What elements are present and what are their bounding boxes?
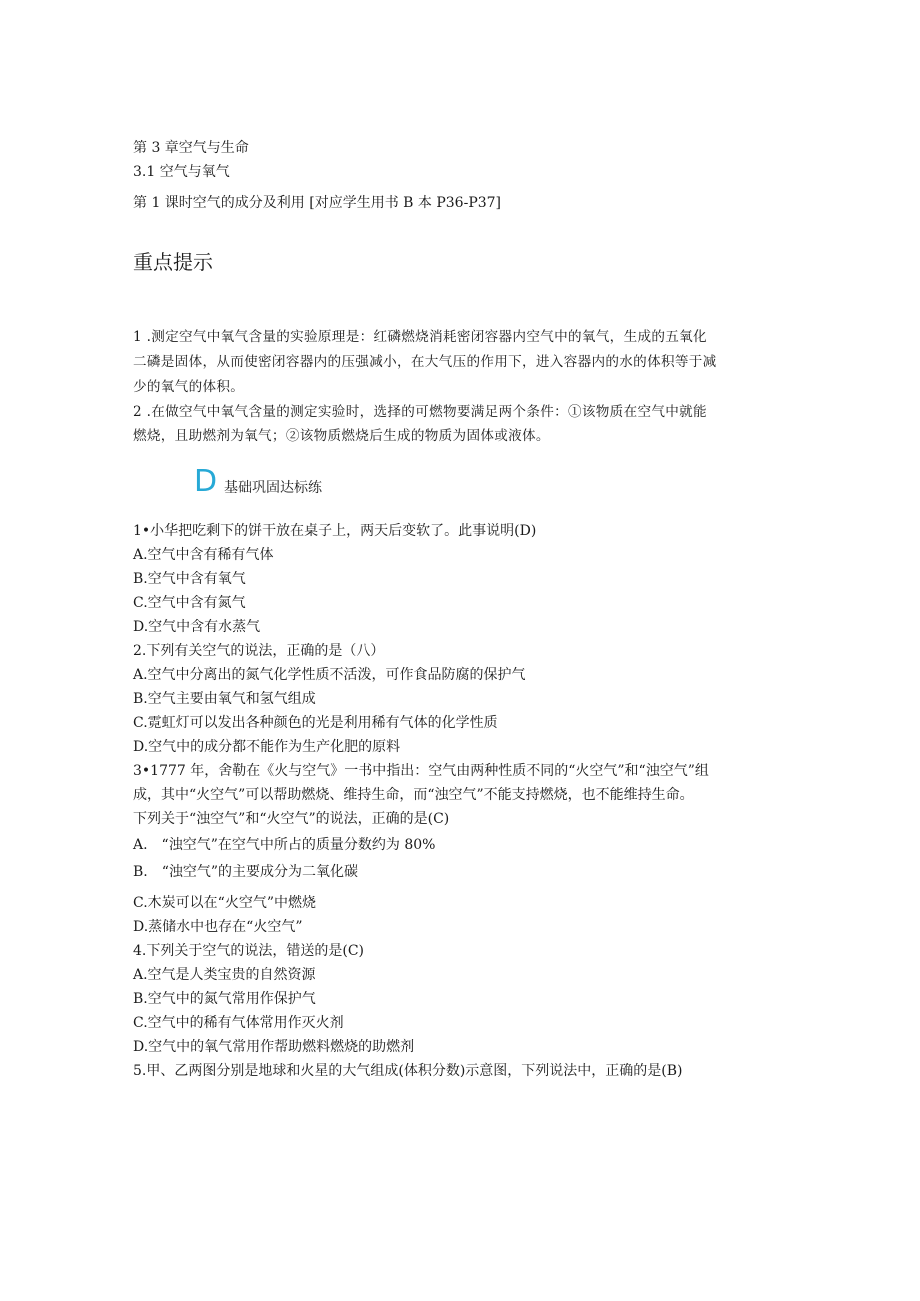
- question-1-option-a: A.空气中含有稀有气体: [133, 547, 274, 563]
- question-2-stem: 2.下列有关空气的说法，正确的是（八）: [133, 643, 385, 659]
- question-1-option-d: D.空气中含有水蒸气: [133, 619, 261, 635]
- question-1-stem: 1•小华把吃剩下的饼干放在桌子上，两天后变软了。此事说明(D): [133, 523, 537, 539]
- question-1-option-c: C.空气中含有氮气: [133, 595, 246, 611]
- question-2-option-b: B.空气主要由氧气和氢气组成: [133, 691, 316, 707]
- section-title: 3.1 空气与氧气: [133, 164, 230, 180]
- key-points-heading: 重点提示: [133, 250, 213, 274]
- question-4-option-b: B.空气中的氮气常用作保护气: [133, 991, 316, 1007]
- question-3-option-a: A. “浊空气”在空气中所占的质量分数约为 80%: [133, 837, 436, 853]
- question-2-option-c: C.霓虹灯可以发出各种颜色的光是利用稀有气体的化学性质: [133, 715, 498, 731]
- chapter-title: 第 3 章空气与生命: [133, 140, 249, 156]
- question-1-option-b: B.空气中含有氧气: [133, 571, 246, 587]
- question-3-stem-line-2: 成，其中“火空气”可以帮助燃烧、维持生命，而“浊空气”不能支持燃烧，也不能维持生命。: [133, 787, 694, 803]
- question-5-stem: 5.甲、乙两图分别是地球和火星的大气组成(体积分数)示意图，下列说法中，正确的是(B): [133, 1063, 683, 1079]
- question-4-option-c: C.空气中的稀有气体常用作灭火剂: [133, 1015, 344, 1031]
- key-point-1-line-2: 二磷是固体，从而使密闭容器内的压强减小，在大气压的作用下，进入容器内的水的体积等于减: [133, 354, 717, 370]
- key-point-2-line-1: 2 .在做空气中氧气含量的测定实验时，选择的可燃物要满足两个条件：①该物质在空气中就能: [133, 404, 707, 420]
- key-point-1-line-3: 少的氧气的体积。: [133, 379, 245, 395]
- question-2-option-d: D.空气中的成分都不能作为生产化肥的原料: [133, 739, 401, 755]
- question-4-option-d: D.空气中的氧气常用作帮助燃料燃烧的助燃剂: [133, 1039, 415, 1055]
- section-d-icon: D: [194, 464, 218, 499]
- key-point-1-line-1: 1 .测定空气中氧气含量的实验原理是：红磷燃烧消耗密闭容器内空气中的氧气，生成的五氧化: [133, 329, 707, 345]
- question-3-stem-line-1: 3•1777 年，舍勒在《火与空气》一书中指出：空气由两种性质不同的“火空气”和“浊空气”组: [133, 763, 709, 779]
- question-3-option-d: D.蒸储水中也存在“火空气”: [133, 919, 303, 935]
- question-3-option-c: C.木炭可以在“火空气”中燃烧: [133, 895, 316, 911]
- question-2-option-a: A.空气中分离出的氮气化学性质不活泼，可作食品防腐的保护气: [133, 667, 526, 683]
- question-4-stem: 4.下列关于空气的说法，错送的是(C): [133, 943, 364, 959]
- question-4-option-a: A.空气是人类宝贵的自然资源: [133, 967, 316, 983]
- question-3-option-b: B. “浊空气”的主要成分为二氧化碳: [133, 864, 359, 880]
- lesson-title: 第 1 课时空气的成分及利用 [对应学生用书 B 本 P36-P37]: [133, 195, 502, 211]
- practice-section-title: 基础巩固达标练: [224, 480, 322, 496]
- key-point-2-line-2: 燃烧，且助燃剂为氧气；②该物质燃烧后生成的物质为固体或液体。: [133, 428, 550, 444]
- question-3-stem-line-3: 下列关于“浊空气”和“火空气”的说法，正确的是(C): [133, 811, 450, 827]
